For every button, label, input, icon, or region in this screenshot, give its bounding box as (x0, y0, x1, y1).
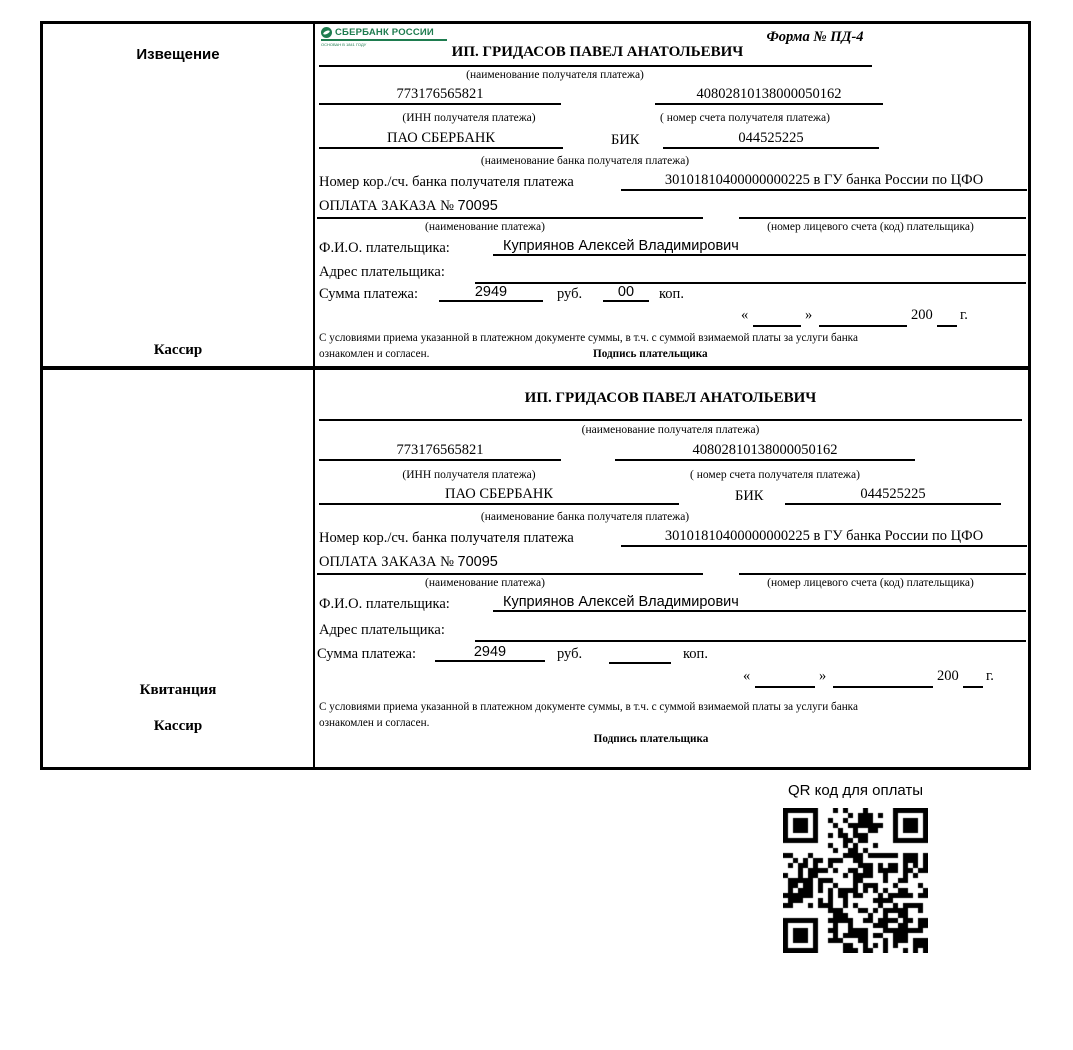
personal-account-underline (739, 573, 1026, 575)
recipient-underline (319, 419, 1022, 421)
bik-label: БИК (611, 132, 640, 148)
receipt-cashier-label: Кассир (153, 718, 203, 734)
payment-label: ОПЛАТА ЗАКАЗА № (319, 198, 454, 214)
year-suffix: г. (960, 307, 968, 323)
personal-account-caption: (номер лицевого счета (код) плательщика) (767, 221, 974, 233)
signature-label: Подпись плательщика (593, 348, 708, 360)
notice-label: Извещение (136, 46, 220, 63)
bank-caption: (наименование банка получателя платежа) (480, 511, 690, 523)
payment-purpose (319, 554, 498, 571)
personal-account-caption: (номер лицевого счета (код) плательщика) (767, 577, 974, 589)
qr-title: QR код для оплаты (787, 782, 923, 799)
sberbank-logo-text: СБЕРБАНК РОССИИ (335, 27, 434, 38)
account-caption: ( номер счета получателя платежа) (660, 112, 830, 124)
corr-value: 30101810400000000225 в ГУ банка России по ЦФО (621, 528, 1027, 547)
corr-value: 30101810400000000225 в ГУ банка России по ЦФО (621, 172, 1027, 191)
payment-purpose (319, 198, 498, 215)
kop-underline (609, 662, 671, 664)
sberbank-logo-tagline: ОСНОВАН В 1841 ГОДУ (321, 42, 367, 47)
rub-label: руб. (557, 646, 583, 662)
notice-right-cell (315, 24, 1028, 366)
address-underline (475, 282, 1026, 284)
sum-label: Сумма платежа: (319, 286, 418, 302)
agreement-line1: С условиями приема указанной в платежном документе суммы, в т.ч. с суммой взимаемой платы за услуги банка (319, 332, 858, 344)
date-close-quote: » (805, 307, 813, 323)
kop-value: 00 (603, 284, 649, 302)
address-label: Адрес плательщика: (319, 264, 445, 280)
inn-caption: (ИНН получателя платежа) (402, 469, 536, 481)
bank-name-value: ПАО СБЕРБАНК (319, 486, 679, 505)
receipt-left-cell (43, 370, 315, 767)
qr-code (783, 808, 928, 953)
bank-name-value: ПАО СБЕРБАНК (319, 130, 563, 149)
account-caption: ( номер счета получателя платежа) (690, 469, 860, 481)
year-underline (963, 686, 983, 688)
date-month-underline (833, 686, 933, 688)
notice-left-cell (43, 24, 315, 366)
year-suffix: г. (986, 668, 994, 684)
bik-value: 044525225 (785, 486, 1001, 505)
year-prefix: 200 (911, 307, 933, 323)
fio-value: Куприянов Алексей Владимирович (493, 238, 1026, 256)
account-value: 40802810138000050162 (615, 442, 915, 461)
receipt-section (43, 370, 1028, 767)
personal-account-underline (739, 217, 1026, 219)
agreement-line1: С условиями приема указанной в платежном документе суммы, в т.ч. с суммой взимаемой платы за услуги банка (319, 701, 858, 713)
signature-label: Подпись плательщика (593, 733, 709, 745)
inn-value: 773176565821 (319, 442, 561, 461)
sum-label: Сумма платежа: (317, 646, 416, 662)
kop-label: коп. (659, 286, 684, 302)
agreement-line2: ознакомлен и согласен. (319, 348, 430, 360)
rub-label: руб. (557, 286, 583, 302)
date-open-quote: « (741, 307, 749, 323)
corr-label: Номер кор./сч. банка получателя платежа (319, 174, 574, 190)
receipt-right-cell (315, 370, 1028, 767)
order-number: 70095 (457, 198, 498, 214)
qr-block (783, 782, 928, 953)
bik-value: 044525225 (663, 130, 879, 149)
date-open-quote: « (743, 668, 751, 684)
fio-value: Куприянов Алексей Владимирович (493, 594, 1026, 612)
order-number: 70095 (457, 554, 498, 570)
sum-value: 2949 (435, 644, 545, 662)
payment-label: ОПЛАТА ЗАКАЗА № (319, 554, 454, 570)
payment-underline (317, 573, 703, 575)
recipient-underline (319, 65, 872, 67)
recipient-name: ИП. ГРИДАСОВ ПАВЕЛ АНАТОЛЬЕВИЧ (451, 44, 744, 60)
inn-value: 773176565821 (319, 86, 561, 105)
pd4-form-table (40, 21, 1031, 770)
date-month-underline (819, 325, 907, 327)
kop-label: коп. (683, 646, 708, 662)
corr-label: Номер кор./сч. банка получателя платежа (319, 530, 574, 546)
notice-cashier-label: Кассир (153, 342, 203, 358)
fio-label: Ф.И.О. плательщика: (319, 240, 450, 256)
address-underline (475, 640, 1026, 642)
sum-value: 2949 (439, 284, 543, 302)
bank-caption: (наименование банка получателя платежа) (480, 155, 690, 167)
fio-label: Ф.И.О. плательщика: (319, 596, 450, 612)
date-close-quote: » (819, 668, 827, 684)
account-value: 40802810138000050162 (655, 86, 883, 105)
year-underline (937, 325, 957, 327)
receipt-label: Квитанция (139, 682, 217, 698)
notice-section (43, 24, 1028, 370)
year-prefix: 200 (937, 668, 959, 684)
forma-pd4-label: Форма № ПД-4 (766, 29, 864, 45)
agreement-line2: ознакомлен и согласен. (319, 717, 430, 729)
date-day-underline (753, 325, 801, 327)
address-label: Адрес плательщика: (319, 622, 445, 638)
sberbank-circle-icon (321, 27, 332, 38)
date-day-underline (755, 686, 815, 688)
recipient-caption: (наименование получателя платежа) (466, 69, 644, 81)
recipient-caption: (наименование получателя платежа) (581, 424, 760, 436)
payment-name-caption: (наименование платежа) (425, 577, 545, 589)
payment-name-caption: (наименование платежа) (425, 221, 545, 233)
bik-label: БИК (735, 488, 764, 504)
payment-underline (317, 217, 703, 219)
recipient-name: ИП. ГРИДАСОВ ПАВЕЛ АНАТОЛЬЕВИЧ (524, 390, 817, 406)
inn-caption: (ИНН получателя платежа) (402, 112, 536, 124)
